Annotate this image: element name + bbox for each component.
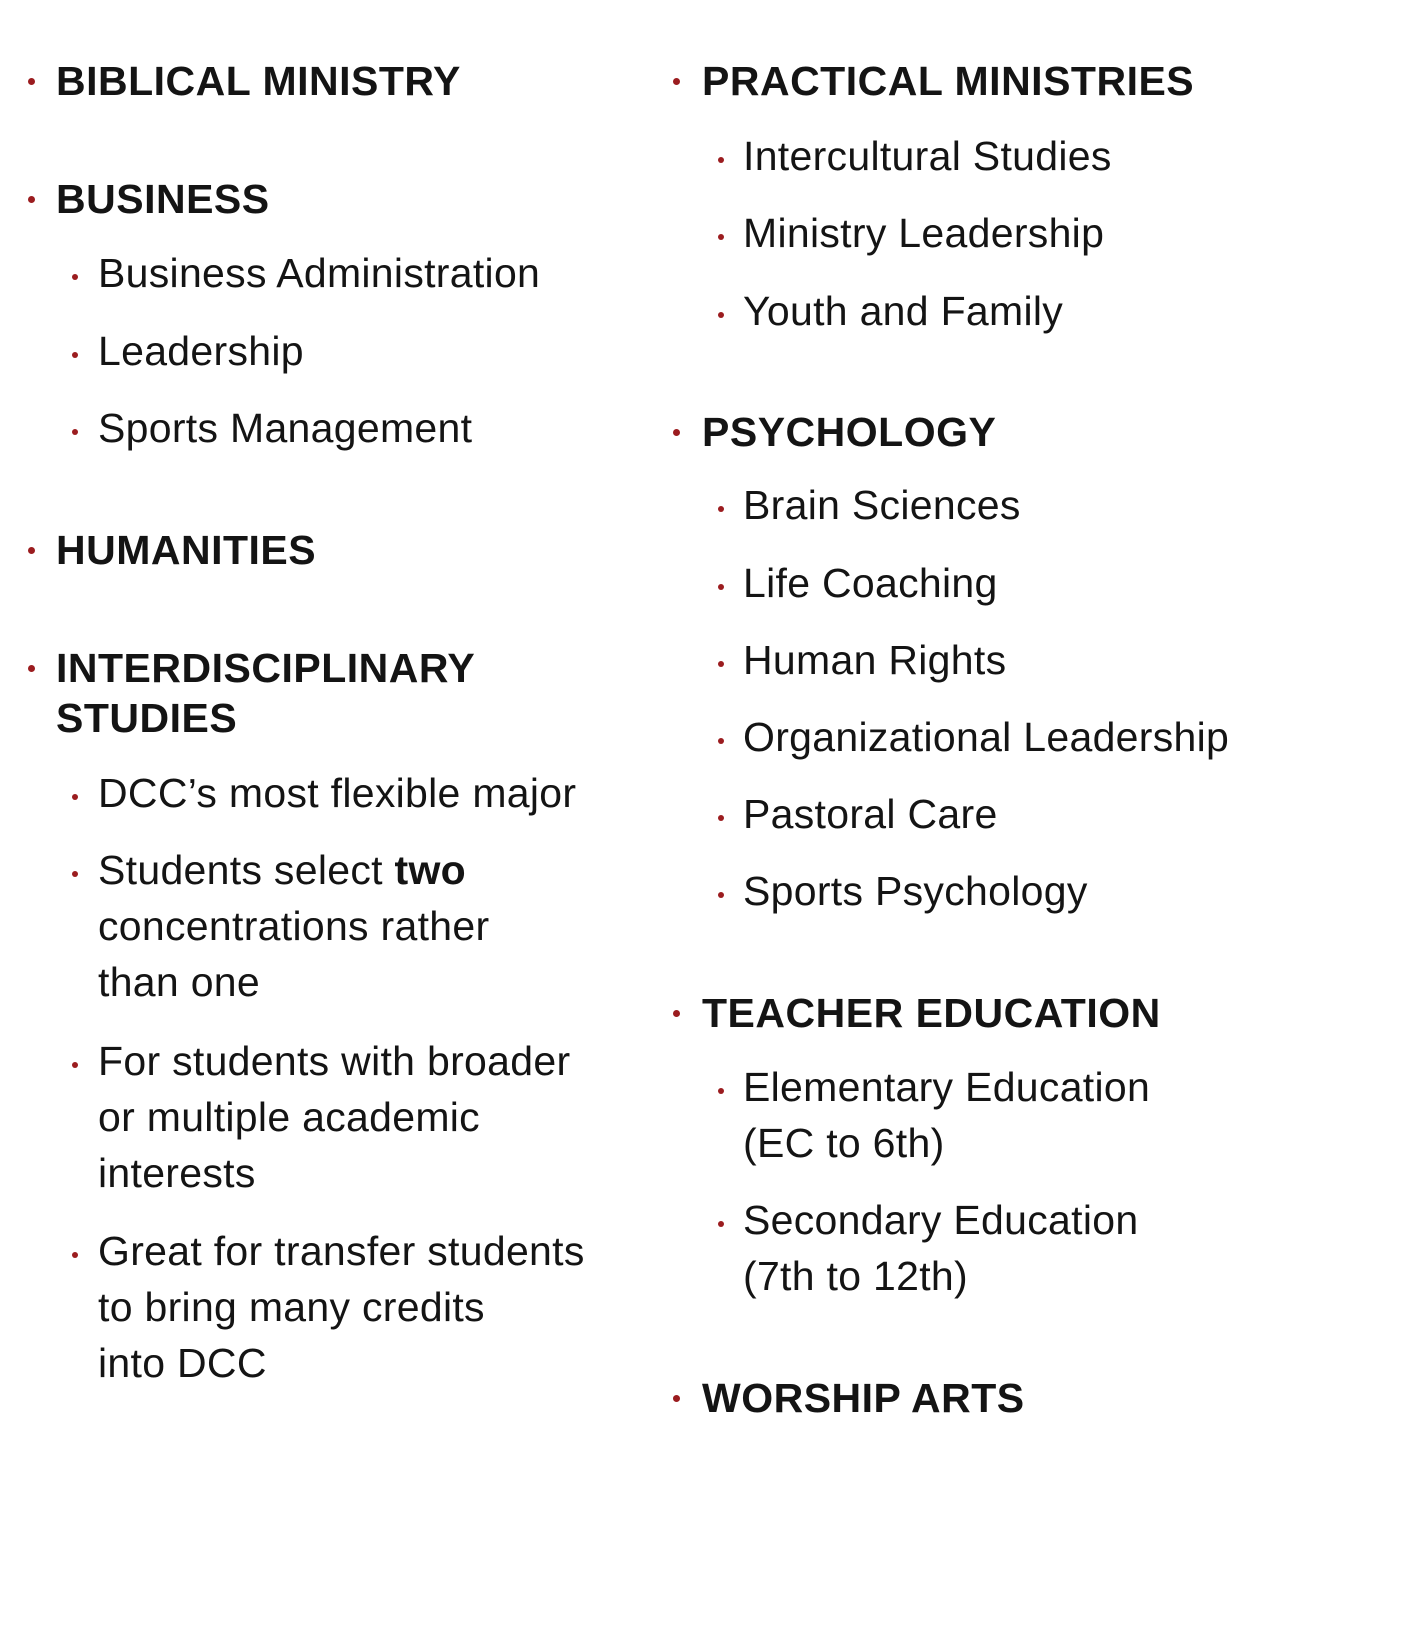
bullet-icon [28, 196, 35, 203]
concentration-label: Organizational Leadership [743, 714, 1230, 760]
concentration-label: Brain Sciences [743, 482, 1021, 528]
point-text-line2: concentrations rather [98, 903, 490, 949]
bullet-icon [72, 1252, 78, 1258]
bullet-icon [72, 1062, 78, 1068]
major-title: HUMANITIES [56, 527, 317, 573]
point-text-line1: For students with broader [98, 1038, 571, 1084]
point-text-line1: Great for transfer students [98, 1228, 585, 1274]
bullet-icon [28, 665, 35, 672]
bullet-icon [718, 584, 724, 590]
bullet-icon [718, 738, 724, 744]
bullet-icon [673, 429, 680, 436]
bullet-icon [718, 312, 724, 318]
concentration-label-line1: Elementary Education [743, 1064, 1151, 1110]
concentration-label: Sports Psychology [743, 868, 1088, 914]
bullet-icon [72, 429, 78, 435]
bullet-icon [28, 547, 35, 554]
point-text-line3: than one [98, 959, 260, 1005]
major-title: BUSINESS [56, 176, 270, 222]
bullet-icon [28, 78, 35, 85]
bullet-icon [673, 78, 680, 85]
concentration-label-line2: (7th to 12th) [743, 1253, 968, 1299]
bullet-icon [72, 871, 78, 877]
concentration-label: Sports Management [98, 405, 473, 451]
concentration-label: Ministry Leadership [743, 210, 1105, 256]
major-title: PSYCHOLOGY [702, 409, 997, 455]
bullet-icon [718, 157, 724, 163]
point-text-line2: to bring many credits [98, 1284, 485, 1330]
concentration-label: Intercultural Studies [743, 133, 1112, 179]
bullet-icon [72, 352, 78, 358]
major-title: WORSHIP ARTS [702, 1375, 1025, 1421]
bullet-icon [718, 234, 724, 240]
bullet-icon [72, 274, 78, 280]
point-text: DCC’s most flexible major [98, 770, 577, 816]
bullet-icon [673, 1395, 680, 1402]
concentration-label-line1: Secondary Education [743, 1197, 1139, 1243]
concentration-label: Youth and Family [743, 288, 1064, 334]
bullet-icon [718, 1221, 724, 1227]
bullet-icon [673, 1010, 680, 1017]
major-title-line1: INTERDISCIPLINARY [56, 645, 476, 691]
concentration-label: Business Administration [98, 250, 541, 296]
major-title: BIBLICAL MINISTRY [56, 58, 461, 104]
point-text-pre: Students select [98, 847, 395, 893]
major-title: TEACHER EDUCATION [702, 990, 1161, 1036]
point-text-line1 [98, 841, 466, 900]
concentration-label-line2: (EC to 6th) [743, 1120, 945, 1166]
concentration-label: Pastoral Care [743, 791, 998, 837]
point-text-line2: or multiple academic [98, 1094, 480, 1140]
bullet-icon [718, 1088, 724, 1094]
major-title: PRACTICAL MINISTRIES [702, 58, 1195, 104]
bullet-icon [718, 661, 724, 667]
point-text-line3: interests [98, 1150, 256, 1196]
concentration-label: Life Coaching [743, 560, 998, 606]
concentration-label: Leadership [98, 328, 304, 374]
point-text-emphasis: two [394, 847, 467, 893]
bullet-icon [72, 794, 78, 800]
concentration-label: Human Rights [743, 637, 1007, 683]
major-title-line2: STUDIES [56, 695, 238, 741]
bullet-icon [718, 815, 724, 821]
bullet-icon [718, 506, 724, 512]
point-text-line3: into DCC [98, 1340, 267, 1386]
bullet-icon [718, 892, 724, 898]
